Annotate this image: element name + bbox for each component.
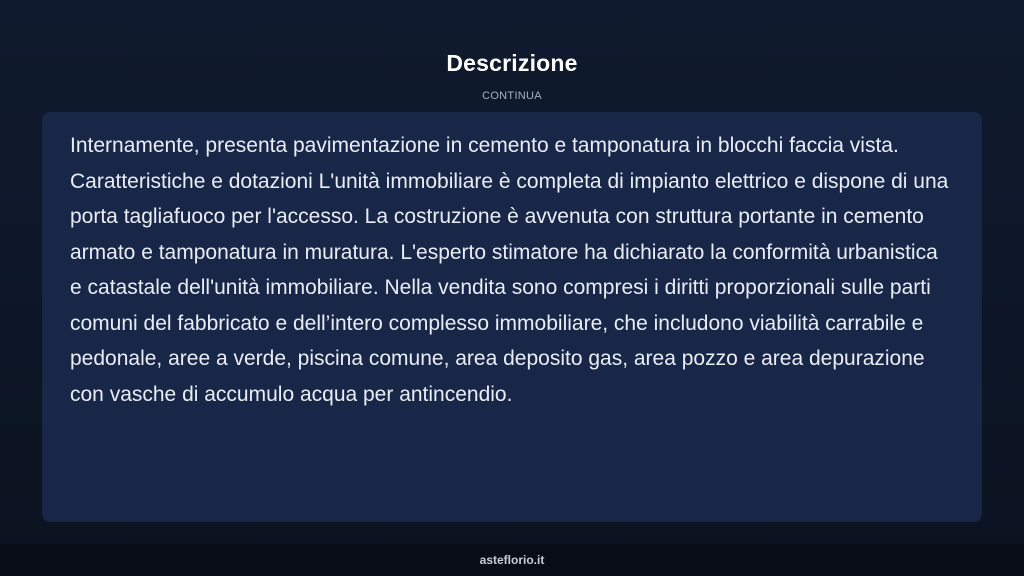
description-card xyxy=(42,112,982,522)
footer-site-name: asteflorio.it xyxy=(479,553,545,567)
page-title: Descrizione xyxy=(446,50,578,76)
footer-bar xyxy=(0,544,1024,576)
page-subtitle: CONTINUA xyxy=(482,90,542,102)
description-text: Internamente, presenta pavimentazione in cemento e tamponatura in blocchi faccia vista. Caratteristiche e dotazioni L'unità immobiliare è completa di impianto elettrico e dispone di una porta tagliafuoco per l'accesso. La costruzione è avvenuta con struttura portante in cemento armato e tamponatura in muratura. L'esperto stimatore ha dichiarato la conformità urbanistica e catastale dell'unità immobiliare. Nella vendita sono compresi i diritti proporzionali sulle parti comuni del fabbricato e dell’intero complesso immobiliare, che includono viabilità carrabile e pedonale, aree a verde, piscina comune, area deposito gas, area pozzo e area depurazione con vasche di accumulo acqua per antincendio. xyxy=(70,134,949,406)
